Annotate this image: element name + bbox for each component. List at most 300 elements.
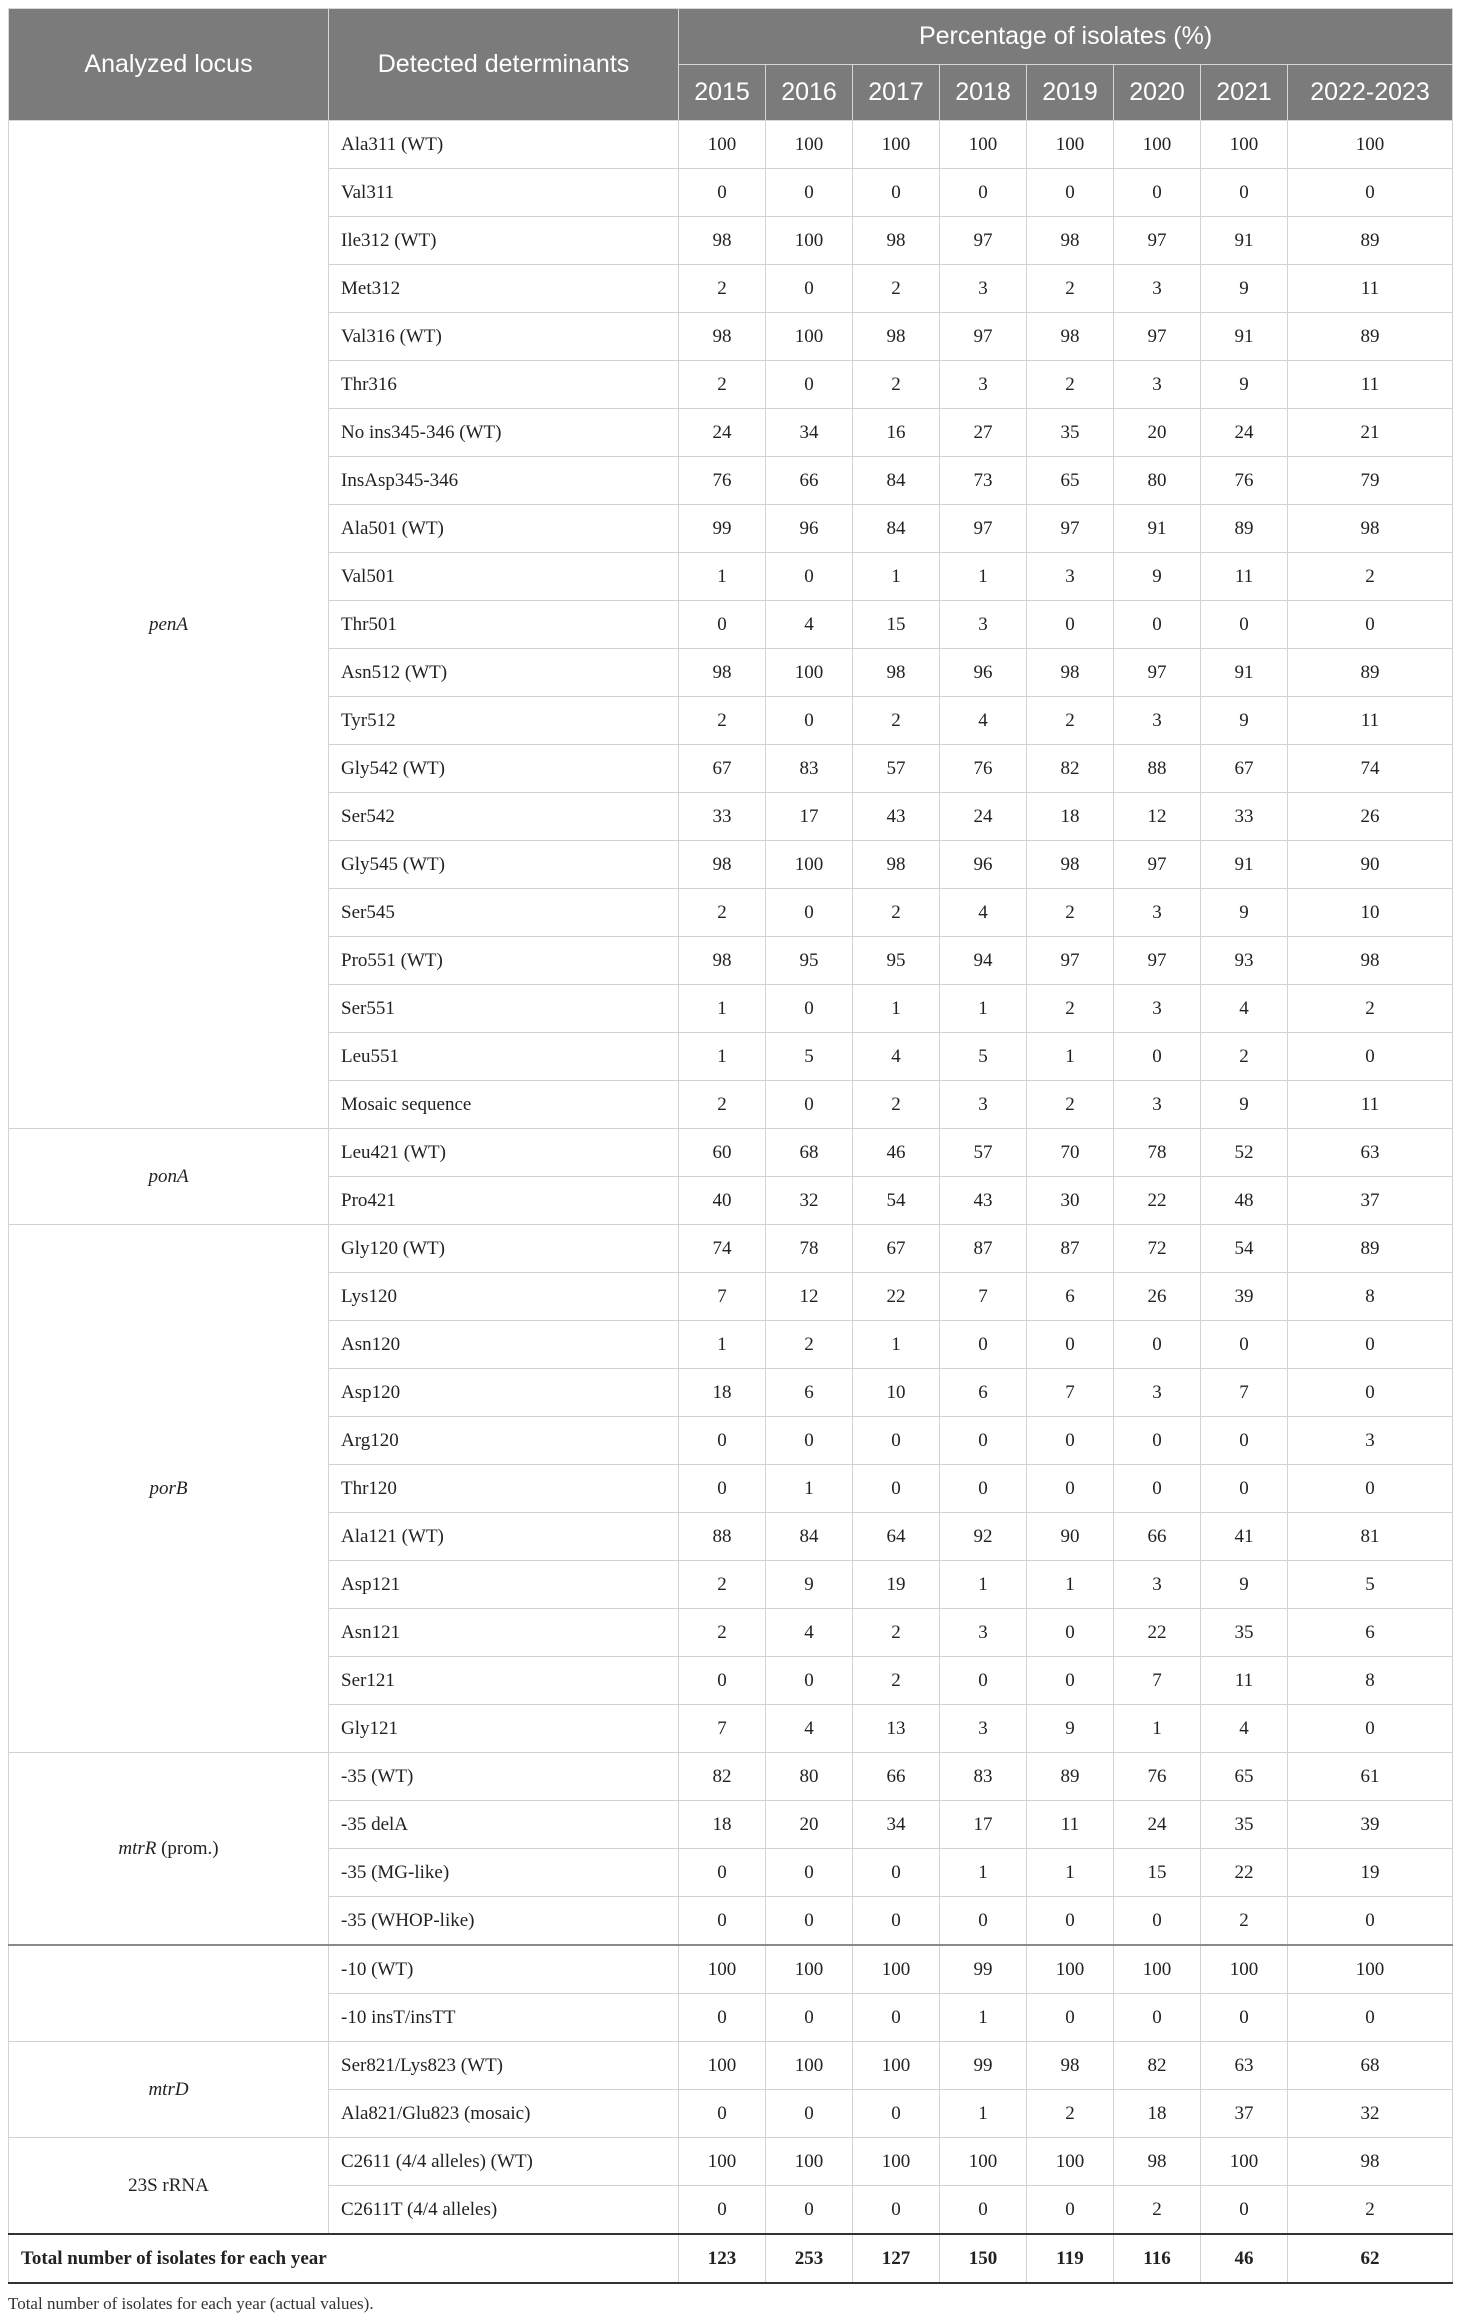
- determinant-cell: Ser551: [329, 985, 679, 1033]
- percentage-cell: 9: [1201, 697, 1288, 745]
- determinant-cell: -35 (WT): [329, 1753, 679, 1801]
- percentage-cell: 100: [679, 121, 766, 169]
- determinant-cell: Thr501: [329, 601, 679, 649]
- percentage-cell: 8: [1288, 1657, 1453, 1705]
- percentage-cell: 84: [853, 457, 940, 505]
- percentage-cell: 98: [1027, 649, 1114, 697]
- percentage-cell: 7: [1114, 1657, 1201, 1705]
- percentage-cell: 97: [1027, 505, 1114, 553]
- percentage-cell: 1: [766, 1465, 853, 1513]
- percentage-cell: 89: [1027, 1753, 1114, 1801]
- percentage-cell: 67: [1201, 745, 1288, 793]
- locus-cell: [9, 2042, 329, 2138]
- percentage-cell: 1: [940, 1849, 1027, 1897]
- percentage-cell: 70: [1027, 1129, 1114, 1177]
- percentage-cell: 3: [940, 361, 1027, 409]
- percentage-cell: 20: [1114, 409, 1201, 457]
- determinant-cell: -10 insT/insTT: [329, 1994, 679, 2042]
- determinant-cell: Tyr512: [329, 697, 679, 745]
- locus-cell: [9, 1753, 329, 1946]
- percentage-cell: 76: [1114, 1753, 1201, 1801]
- percentage-cell: 89: [1201, 505, 1288, 553]
- percentage-cell: 2: [1114, 2186, 1201, 2235]
- header-detected-determinants: Detected determinants: [329, 9, 679, 121]
- percentage-cell: 24: [940, 793, 1027, 841]
- determinant-cell: Lys120: [329, 1273, 679, 1321]
- percentage-cell: 18: [1027, 793, 1114, 841]
- percentage-cell: 0: [853, 2090, 940, 2138]
- locus-cell: [9, 121, 329, 1129]
- percentage-cell: 0: [1201, 2186, 1288, 2235]
- locus-name: mtrD: [148, 2078, 189, 2100]
- table-row: [9, 121, 1453, 169]
- table-row: [9, 1945, 1453, 1994]
- locus-name: porB: [149, 1477, 188, 1499]
- percentage-cell: 100: [766, 1945, 853, 1994]
- percentage-cell: 0: [766, 1897, 853, 1946]
- percentage-cell: 99: [940, 1945, 1027, 1994]
- percentage-cell: 43: [940, 1177, 1027, 1225]
- percentage-cell: 100: [1114, 121, 1201, 169]
- percentage-cell: 100: [679, 1945, 766, 1994]
- percentage-cell: 2: [853, 1657, 940, 1705]
- percentage-cell: 91: [1201, 649, 1288, 697]
- percentage-cell: 7: [679, 1273, 766, 1321]
- percentage-cell: 87: [1027, 1225, 1114, 1273]
- percentage-cell: 0: [1114, 1417, 1201, 1465]
- percentage-cell: 80: [766, 1753, 853, 1801]
- percentage-cell: 2: [853, 889, 940, 937]
- percentage-cell: 0: [766, 553, 853, 601]
- percentage-cell: 11: [1201, 1657, 1288, 1705]
- percentage-cell: 2: [1027, 889, 1114, 937]
- locus-name: penA: [148, 613, 189, 635]
- percentage-cell: 100: [1027, 1945, 1114, 1994]
- percentage-cell: 3: [1114, 985, 1201, 1033]
- percentage-cell: 33: [679, 793, 766, 841]
- percentage-cell: 0: [679, 169, 766, 217]
- locus-cell: [9, 1129, 329, 1225]
- percentage-cell: 0: [853, 1994, 940, 2042]
- percentage-cell: 2: [853, 1081, 940, 1129]
- percentage-cell: 3: [1114, 1561, 1201, 1609]
- header-year: 2015: [679, 65, 766, 121]
- percentage-cell: 27: [940, 409, 1027, 457]
- percentage-cell: 100: [766, 313, 853, 361]
- percentage-cell: 35: [1201, 1801, 1288, 1849]
- determinant-cell: Thr120: [329, 1465, 679, 1513]
- percentage-cell: 32: [766, 1177, 853, 1225]
- percentage-cell: 100: [853, 2138, 940, 2186]
- percentage-cell: 0: [1114, 1321, 1201, 1369]
- locus-cell: [9, 2138, 329, 2235]
- header-year: 2019: [1027, 65, 1114, 121]
- percentage-cell: 0: [1027, 1657, 1114, 1705]
- percentage-cell: 15: [1114, 1849, 1201, 1897]
- determinant-cell: Ala311 (WT): [329, 121, 679, 169]
- percentage-cell: 46: [853, 1129, 940, 1177]
- percentage-cell: 64: [853, 1513, 940, 1561]
- percentage-cell: 16: [853, 409, 940, 457]
- percentage-cell: 0: [766, 697, 853, 745]
- percentage-cell: 2: [1288, 553, 1453, 601]
- percentage-cell: 40: [679, 1177, 766, 1225]
- percentage-cell: 9: [1201, 361, 1288, 409]
- percentage-cell: 97: [940, 505, 1027, 553]
- percentage-cell: 1: [853, 1321, 940, 1369]
- percentage-cell: 66: [766, 457, 853, 505]
- determinant-cell: Ser121: [329, 1657, 679, 1705]
- percentage-cell: 67: [853, 1225, 940, 1273]
- percentage-cell: 89: [1288, 1225, 1453, 1273]
- percentage-cell: 3: [1114, 1081, 1201, 1129]
- percentage-cell: 98: [679, 937, 766, 985]
- percentage-cell: 98: [1027, 217, 1114, 265]
- percentage-cell: 91: [1114, 505, 1201, 553]
- percentage-cell: 87: [940, 1225, 1027, 1273]
- percentage-cell: 9: [1201, 265, 1288, 313]
- total-value: 253: [766, 2234, 853, 2283]
- percentage-cell: 13: [853, 1705, 940, 1753]
- percentage-cell: 100: [766, 2042, 853, 2090]
- percentage-cell: 0: [1027, 1897, 1114, 1946]
- percentage-cell: 11: [1288, 697, 1453, 745]
- determinant-cell: Thr316: [329, 361, 679, 409]
- percentage-cell: 0: [766, 1081, 853, 1129]
- percentage-cell: 0: [679, 2186, 766, 2235]
- percentage-cell: 1: [853, 553, 940, 601]
- percentage-cell: 2: [1027, 265, 1114, 313]
- percentage-cell: 3: [940, 601, 1027, 649]
- percentage-cell: 26: [1114, 1273, 1201, 1321]
- determinant-cell: Ile312 (WT): [329, 217, 679, 265]
- percentage-cell: 0: [853, 1417, 940, 1465]
- percentage-cell: 88: [1114, 745, 1201, 793]
- percentage-cell: 82: [1114, 2042, 1201, 2090]
- percentage-cell: 0: [940, 1657, 1027, 1705]
- determinant-cell: Leu551: [329, 1033, 679, 1081]
- percentage-cell: 24: [1114, 1801, 1201, 1849]
- table-body: [9, 121, 1453, 2284]
- percentage-cell: 11: [1027, 1801, 1114, 1849]
- percentage-cell: 1: [940, 985, 1027, 1033]
- percentage-cell: 12: [766, 1273, 853, 1321]
- determinant-cell: Ser542: [329, 793, 679, 841]
- percentage-cell: 84: [766, 1513, 853, 1561]
- percentage-cell: 2: [679, 889, 766, 937]
- determinant-cell: -35 (MG-like): [329, 1849, 679, 1897]
- percentage-cell: 76: [679, 457, 766, 505]
- percentage-cell: 1: [1027, 1033, 1114, 1081]
- determinant-cell: Gly120 (WT): [329, 1225, 679, 1273]
- percentage-cell: 98: [1027, 841, 1114, 889]
- percentage-cell: 0: [766, 361, 853, 409]
- determinant-cell: Asn121: [329, 1609, 679, 1657]
- determinant-cell: Leu421 (WT): [329, 1129, 679, 1177]
- percentage-cell: 97: [940, 217, 1027, 265]
- percentage-cell: 0: [1114, 169, 1201, 217]
- determinant-cell: Mosaic sequence: [329, 1081, 679, 1129]
- determinant-cell: InsAsp345-346: [329, 457, 679, 505]
- percentage-cell: 39: [1288, 1801, 1453, 1849]
- percentage-cell: 91: [1201, 313, 1288, 361]
- determinant-cell: No ins345-346 (WT): [329, 409, 679, 457]
- percentage-cell: 2: [1288, 985, 1453, 1033]
- percentage-cell: 2: [679, 1609, 766, 1657]
- total-value: 127: [853, 2234, 940, 2283]
- table-row: [9, 2042, 1453, 2090]
- percentage-cell: 6: [766, 1369, 853, 1417]
- percentage-cell: 100: [679, 2138, 766, 2186]
- percentage-cell: 0: [940, 1897, 1027, 1946]
- percentage-cell: 93: [1201, 937, 1288, 985]
- percentage-cell: 81: [1288, 1513, 1453, 1561]
- header-analyzed-locus: Analyzed locus: [9, 9, 329, 121]
- percentage-cell: 1: [940, 553, 1027, 601]
- total-label: Total number of isolates for each year: [9, 2234, 679, 2283]
- total-value: 123: [679, 2234, 766, 2283]
- percentage-cell: 0: [940, 1321, 1027, 1369]
- percentage-cell: 0: [679, 1657, 766, 1705]
- percentage-cell: 33: [1201, 793, 1288, 841]
- percentage-cell: 100: [1027, 121, 1114, 169]
- percentage-cell: 5: [766, 1033, 853, 1081]
- percentage-cell: 95: [853, 937, 940, 985]
- total-row: [9, 2234, 1453, 2283]
- percentage-cell: 91: [1201, 217, 1288, 265]
- percentage-cell: 100: [766, 841, 853, 889]
- percentage-cell: 0: [679, 1897, 766, 1946]
- total-value: 46: [1201, 2234, 1288, 2283]
- determinant-cell: Ser821/Lys823 (WT): [329, 2042, 679, 2090]
- percentage-cell: 1: [940, 1561, 1027, 1609]
- percentage-cell: 24: [679, 409, 766, 457]
- percentage-cell: 35: [1027, 409, 1114, 457]
- percentage-cell: 12: [1114, 793, 1201, 841]
- percentage-cell: 0: [766, 1994, 853, 2042]
- percentage-cell: 0: [766, 169, 853, 217]
- percentage-cell: 0: [679, 1849, 766, 1897]
- percentage-cell: 3: [940, 265, 1027, 313]
- percentage-cell: 0: [1114, 1897, 1201, 1946]
- percentage-cell: 1: [940, 2090, 1027, 2138]
- percentage-cell: 98: [679, 841, 766, 889]
- percentage-cell: 100: [1027, 2138, 1114, 2186]
- percentage-cell: 98: [853, 649, 940, 697]
- determinant-cell: Gly121: [329, 1705, 679, 1753]
- header-year: 2016: [766, 65, 853, 121]
- percentage-cell: 97: [1114, 841, 1201, 889]
- percentage-cell: 0: [853, 1465, 940, 1513]
- percentage-cell: 17: [766, 793, 853, 841]
- determinant-cell: Val501: [329, 553, 679, 601]
- percentage-cell: 5: [1288, 1561, 1453, 1609]
- percentage-cell: 7: [679, 1705, 766, 1753]
- percentage-cell: 18: [679, 1369, 766, 1417]
- percentage-cell: 0: [1027, 601, 1114, 649]
- percentage-cell: 98: [679, 649, 766, 697]
- percentage-cell: 18: [1114, 2090, 1201, 2138]
- table-container: [8, 8, 1452, 2314]
- percentage-cell: 8: [1288, 1273, 1453, 1321]
- percentage-cell: 3: [1114, 361, 1201, 409]
- header-year: 2020: [1114, 65, 1201, 121]
- percentage-cell: 0: [853, 2186, 940, 2235]
- percentage-cell: 100: [679, 2042, 766, 2090]
- percentage-cell: 6: [940, 1369, 1027, 1417]
- percentage-cell: 66: [853, 1753, 940, 1801]
- percentage-cell: 84: [853, 505, 940, 553]
- percentage-cell: 2: [1027, 1081, 1114, 1129]
- percentage-cell: 0: [1027, 1417, 1114, 1465]
- percentage-cell: 10: [1288, 889, 1453, 937]
- percentage-cell: 3: [1288, 1417, 1453, 1465]
- percentage-cell: 1: [853, 985, 940, 1033]
- percentage-cell: 73: [940, 457, 1027, 505]
- percentage-cell: 98: [1114, 2138, 1201, 2186]
- determinant-cell: Pro551 (WT): [329, 937, 679, 985]
- percentage-cell: 22: [1114, 1609, 1201, 1657]
- percentage-cell: 0: [853, 1849, 940, 1897]
- percentage-cell: 97: [1114, 217, 1201, 265]
- percentage-cell: 100: [766, 2138, 853, 2186]
- percentage-cell: 82: [1027, 745, 1114, 793]
- percentage-cell: 17: [940, 1801, 1027, 1849]
- percentage-cell: 66: [1114, 1513, 1201, 1561]
- locus-name: ponA: [148, 1165, 189, 1187]
- determinant-cell: Ala121 (WT): [329, 1513, 679, 1561]
- percentage-cell: 3: [1027, 553, 1114, 601]
- percentage-cell: 19: [1288, 1849, 1453, 1897]
- percentage-cell: 3: [1114, 697, 1201, 745]
- percentage-cell: 0: [940, 2186, 1027, 2235]
- percentage-cell: 97: [1027, 937, 1114, 985]
- percentage-cell: 7: [1201, 1369, 1288, 1417]
- percentage-cell: 0: [1114, 1465, 1201, 1513]
- percentage-cell: 96: [940, 649, 1027, 697]
- percentage-cell: 98: [1288, 2138, 1453, 2186]
- percentage-cell: 1: [679, 985, 766, 1033]
- percentage-cell: 68: [1288, 2042, 1453, 2090]
- percentage-cell: 2: [766, 1321, 853, 1369]
- percentage-cell: 6: [1288, 1609, 1453, 1657]
- percentage-cell: 26: [1288, 793, 1453, 841]
- header-year: 2022-2023: [1288, 65, 1453, 121]
- percentage-cell: 0: [1027, 1994, 1114, 2042]
- percentage-cell: 100: [853, 121, 940, 169]
- percentage-cell: 0: [940, 169, 1027, 217]
- percentage-cell: 98: [853, 841, 940, 889]
- percentage-cell: 100: [766, 217, 853, 265]
- percentage-cell: 2: [679, 265, 766, 313]
- percentage-cell: 0: [1027, 169, 1114, 217]
- determinant-cell: Val311: [329, 169, 679, 217]
- percentage-cell: 100: [853, 1945, 940, 1994]
- percentage-cell: 78: [766, 1225, 853, 1273]
- percentage-cell: 96: [766, 505, 853, 553]
- percentage-cell: 67: [679, 745, 766, 793]
- percentage-cell: 100: [853, 2042, 940, 2090]
- determinant-cell: Ala501 (WT): [329, 505, 679, 553]
- determinant-cell: -35 delA: [329, 1801, 679, 1849]
- percentage-cell: 34: [853, 1801, 940, 1849]
- percentage-cell: 11: [1288, 361, 1453, 409]
- percentage-cell: 0: [1201, 1465, 1288, 1513]
- percentage-cell: 90: [1027, 1513, 1114, 1561]
- percentage-cell: 0: [853, 1897, 940, 1946]
- percentage-cell: 2: [1027, 361, 1114, 409]
- percentage-cell: 100: [1201, 1945, 1288, 1994]
- percentage-cell: 9: [766, 1561, 853, 1609]
- percentage-cell: 0: [1288, 1033, 1453, 1081]
- percentage-cell: 41: [1201, 1513, 1288, 1561]
- percentage-cell: 98: [1288, 505, 1453, 553]
- percentage-cell: 0: [766, 1417, 853, 1465]
- percentage-cell: 94: [940, 937, 1027, 985]
- percentage-cell: 0: [679, 601, 766, 649]
- percentage-cell: 0: [1027, 1609, 1114, 1657]
- percentage-cell: 3: [1114, 265, 1201, 313]
- percentage-cell: 60: [679, 1129, 766, 1177]
- percentage-cell: 100: [1114, 1945, 1201, 1994]
- percentage-cell: 96: [940, 841, 1027, 889]
- percentage-cell: 0: [1288, 1369, 1453, 1417]
- determinant-cell: -10 (WT): [329, 1945, 679, 1994]
- table-header: [9, 9, 1453, 121]
- percentage-cell: 0: [1288, 1705, 1453, 1753]
- percentage-cell: 11: [1288, 1081, 1453, 1129]
- determinant-cell: Asp120: [329, 1369, 679, 1417]
- percentage-cell: 2: [1027, 2090, 1114, 2138]
- percentage-cell: 0: [940, 1417, 1027, 1465]
- percentage-cell: 2: [853, 1609, 940, 1657]
- percentage-cell: 100: [766, 649, 853, 697]
- percentage-cell: 9: [1201, 889, 1288, 937]
- percentage-cell: 4: [766, 1705, 853, 1753]
- determinant-cell: Ser545: [329, 889, 679, 937]
- percentage-cell: 21: [1288, 409, 1453, 457]
- determinant-cell: Arg120: [329, 1417, 679, 1465]
- percentage-cell: 5: [940, 1033, 1027, 1081]
- percentage-cell: 1: [679, 1321, 766, 1369]
- percentage-cell: 22: [853, 1273, 940, 1321]
- locus-name: 23S rRNA: [128, 2174, 209, 2196]
- percentage-cell: 57: [940, 1129, 1027, 1177]
- percentage-cell: 89: [1288, 313, 1453, 361]
- percentage-cell: 43: [853, 793, 940, 841]
- percentage-cell: 97: [940, 313, 1027, 361]
- percentage-cell: 0: [1288, 1994, 1453, 2042]
- percentage-cell: 2: [679, 1561, 766, 1609]
- percentage-cell: 97: [1114, 937, 1201, 985]
- percentage-cell: 2: [1027, 985, 1114, 1033]
- determinant-cell: -35 (WHOP-like): [329, 1897, 679, 1946]
- percentage-cell: 100: [766, 121, 853, 169]
- table-row: [9, 1129, 1453, 1177]
- percentage-cell: 2: [679, 361, 766, 409]
- percentage-cell: 2: [679, 697, 766, 745]
- percentage-cell: 68: [766, 1129, 853, 1177]
- determinant-cell: Met312: [329, 265, 679, 313]
- header-percentage: Percentage of isolates (%): [679, 9, 1453, 65]
- determinant-cell: Val316 (WT): [329, 313, 679, 361]
- percentage-cell: 100: [940, 121, 1027, 169]
- percentage-cell: 0: [1201, 169, 1288, 217]
- percentage-cell: 99: [679, 505, 766, 553]
- percentage-cell: 4: [940, 697, 1027, 745]
- percentage-cell: 18: [679, 1801, 766, 1849]
- percentage-cell: 20: [766, 1801, 853, 1849]
